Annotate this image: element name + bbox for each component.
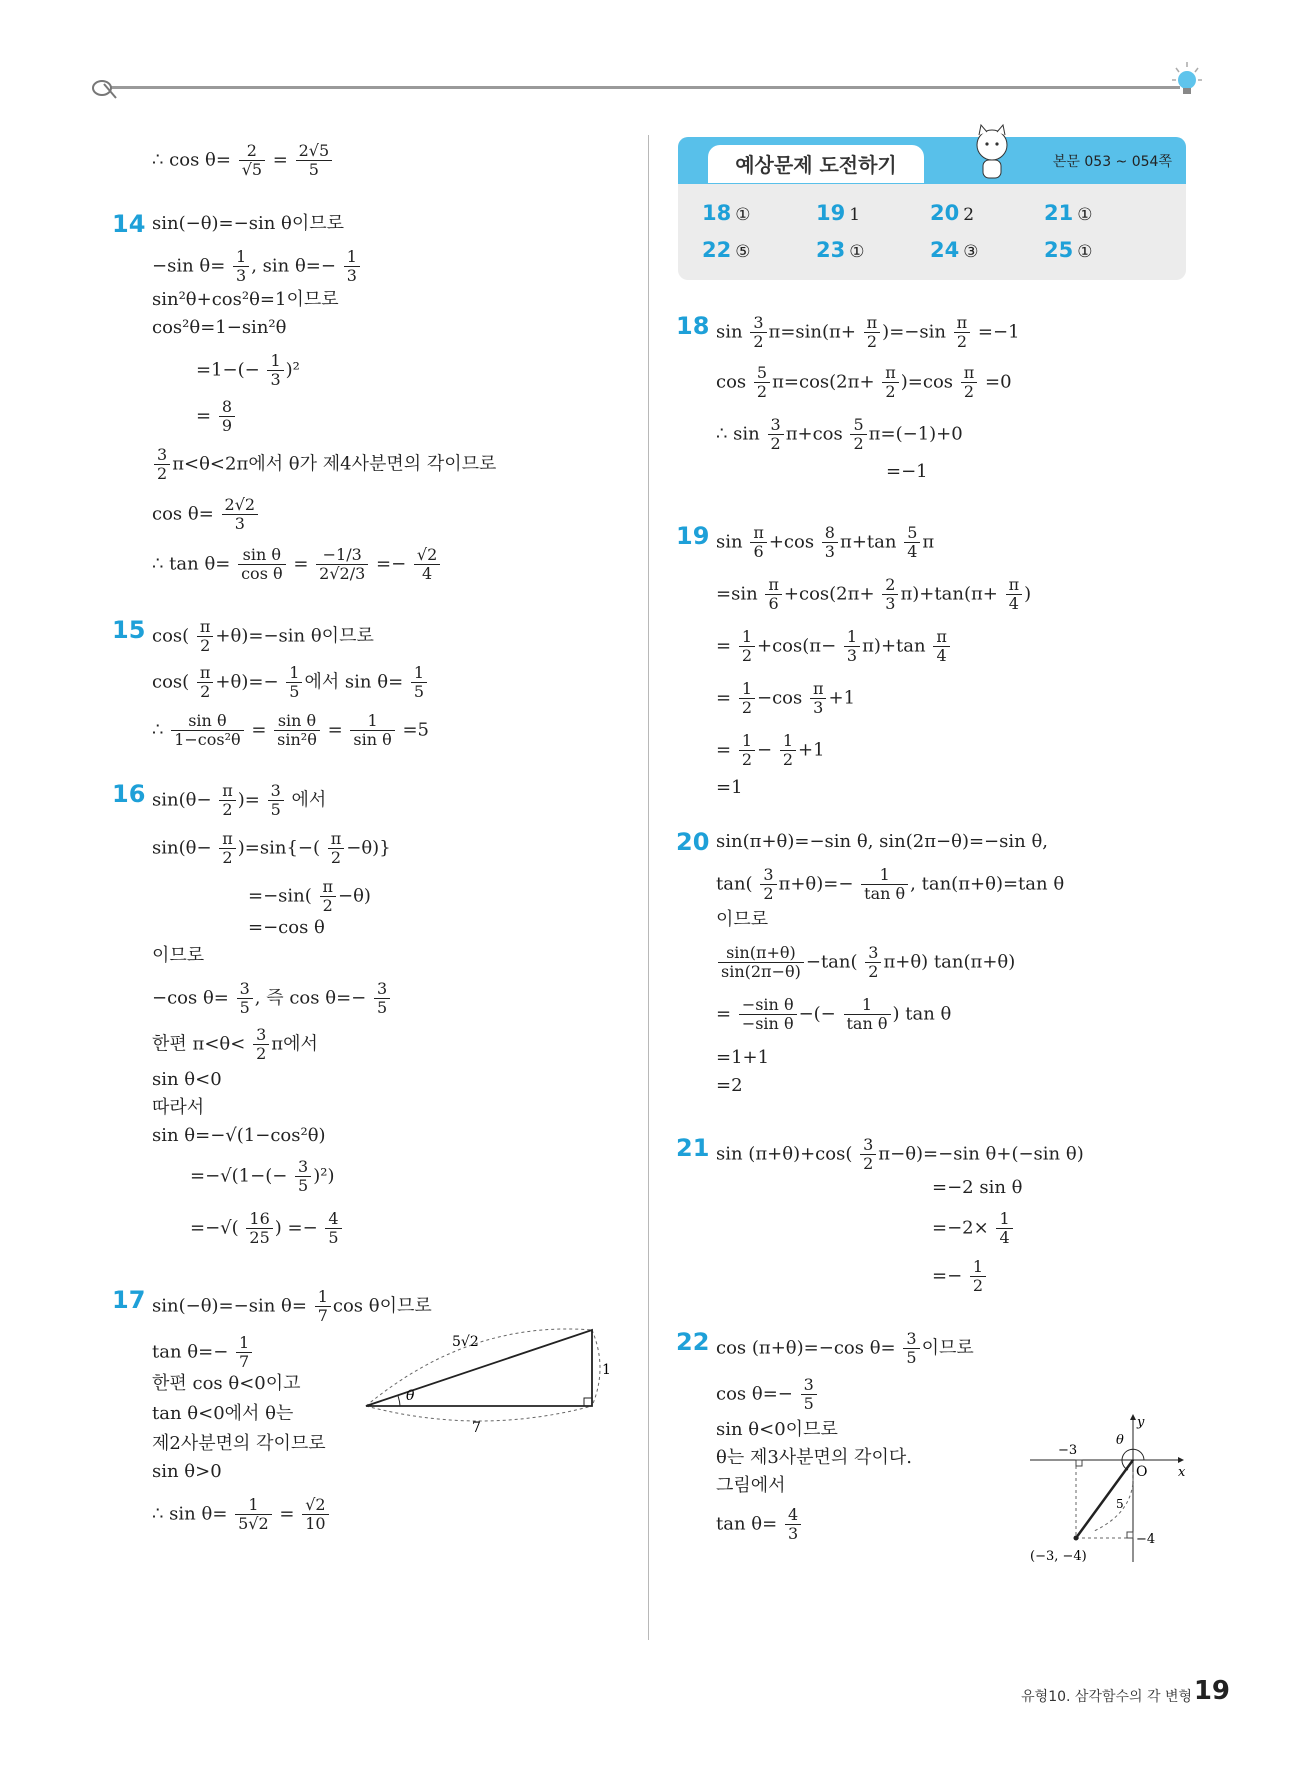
problem-number: 20: [676, 828, 710, 856]
angle-label: θ: [406, 1388, 415, 1404]
p18-line3: ∴ sin $\frac{3}{2}$ π+cos $\frac{5}{2}$ π=(−1)+0: [716, 415, 963, 453]
p14-line4: cos²θ=1−sin²θ: [152, 317, 287, 338]
p16-line5: 이므로: [152, 945, 205, 966]
p22-line5: 그림에서: [716, 1475, 786, 1496]
section-title: 유형10. 삼각함수의 각 변형: [1021, 1689, 1192, 1705]
right-triangle-figure: [360, 1318, 620, 1438]
p15-line3: ∴ $\frac{\text{sin θ}}{\text{1−cos²θ}}$ = $\frac{\text{sin θ}}{\text{sin²θ}}$ = $\frac{1}{\text{sin θ}}$ =5: [152, 711, 429, 749]
point-label: (−3, −4): [1030, 1549, 1087, 1564]
answer-box-title: 예상문제 도전하기: [708, 145, 924, 183]
p20-line6: =1+1: [716, 1047, 770, 1068]
p21-l1: sin (π+θ)+cos: [716, 1143, 846, 1165]
origin-label: O: [1136, 1464, 1148, 1480]
p14-intro: sin(−θ)=−sin θ이므로: [152, 213, 345, 234]
answer-item: 20 2: [930, 201, 975, 225]
x-axis-label: x: [1178, 1465, 1186, 1480]
cat-mascot-icon: [968, 123, 1016, 183]
hyp-label: 5√2: [452, 1334, 479, 1350]
p16-t1: 에서: [291, 789, 327, 811]
p19-line5: = $\frac{1}{2}$ − $\frac{1}{2}$ +1: [716, 731, 825, 769]
p21-line1: sin (π+θ)+cos( $\frac{3}{2}$ π−θ)=−sin θ+(−sin θ): [716, 1135, 1084, 1173]
header-rule: [110, 86, 1180, 89]
p16-t3: , 즉 cos θ=−: [254, 987, 367, 1009]
p21-line3: =−2× $\frac{1}{4}$: [932, 1210, 1015, 1247]
p20-line3: 이므로: [716, 909, 769, 930]
answer-item: 18 ①: [702, 201, 751, 225]
problem-number: 22: [676, 1328, 710, 1356]
p17-c: tan θ<0에서 θ는: [152, 1403, 294, 1424]
coordinate-plane-figure: [1020, 1412, 1190, 1572]
p22-l6: tan θ=: [716, 1513, 778, 1535]
p17-intro2: cos θ이므로: [332, 1295, 432, 1317]
p16-line3: =−sin( $\frac{\pi}{2}$ −θ): [248, 877, 371, 915]
p14-line9: ∴ tan θ= $\frac{\text{sin θ}}{\text{cos θ}}$ = $\frac{-1/3}{2√2/3}$ =− $\frac{√2}{4}$: [152, 546, 442, 583]
answer-item: 19 1: [816, 201, 861, 225]
p22-line2: cos θ=− $\frac{3}{5}$: [716, 1376, 819, 1413]
adj-label: 7: [472, 1420, 481, 1436]
p15-line2: cos( $\frac{\pi}{2}$ +θ)=− $\frac{1}{5}$ 에서 sin θ= $\frac{1}{5}$: [152, 664, 429, 701]
p16-line12: =−√( $\frac{16}{25}$ ) =− $\frac{4}{5}$: [190, 1210, 344, 1247]
p16-t5: π에서: [271, 1033, 318, 1055]
p18-line1: sin $\frac{3}{2}$ π=sin(π+ $\frac{\pi}{2}$ )=−sin $\frac{\pi}{2}$ =−1: [716, 313, 1020, 351]
p16-line2: sin(θ− $\frac{\pi}{2}$ )=sin{−( $\frac{\pi}{2}$ −θ)}: [152, 829, 391, 867]
p14-line2: −sin θ= $\frac{1}{3}$ , sin θ=− $\frac{1}{3}$: [152, 248, 362, 285]
answer-item: 23 ①: [816, 238, 865, 262]
p16-line10: sin θ=−√(1−cos²θ): [152, 1125, 326, 1146]
p21-l3: =−2×: [932, 1217, 989, 1239]
p22-line4: θ는 제3사분면의 각이다.: [716, 1447, 912, 1468]
p17-a: tan θ=− $\frac{1}{7}$: [152, 1334, 254, 1371]
problem-number: 15: [112, 616, 146, 644]
p14-line8: cos θ= $\frac{2√2}{3}$: [152, 496, 260, 533]
p15-intro-text: =−sin θ이므로: [248, 625, 374, 647]
p16-intro: sin(θ− $\frac{\pi}{2}$ )= $\frac{3}{5}$ 에서: [152, 781, 327, 819]
problem-number: 19: [676, 522, 710, 550]
x-tick-label: −3: [1058, 1443, 1078, 1458]
answer-box-reference: 본문 053 ~ 054쪽: [1052, 154, 1172, 170]
p22-line1: cos (π+θ)=−cos θ= $\frac{3}{5}$ 이므로: [716, 1329, 974, 1367]
page-number: 19: [1193, 1676, 1230, 1706]
p20-line2: tan( $\frac{3}{2}$ π+θ)=− $\frac{1}{\text{tan θ}}$ , tan(π+θ)=tan θ: [716, 865, 1065, 903]
y-axis-label: y: [1137, 1415, 1145, 1430]
problem-number: 18: [676, 312, 710, 340]
p17-d: 제2사분면의 각이므로: [152, 1433, 326, 1454]
problem-number: 21: [676, 1134, 710, 1162]
p20-line1: sin(π+θ)=−sin θ, sin(2π−θ)=−sin θ,: [716, 831, 1048, 852]
answer-summary-box: [678, 137, 1186, 280]
answer-item: 22 ⑤: [702, 238, 751, 262]
p21-line4: =− $\frac{1}{2}$: [932, 1258, 988, 1295]
p22-l2: cos θ=−: [716, 1383, 793, 1405]
p14-line7-text: 에서 θ가 제4사분면의 각이므로: [248, 453, 497, 475]
p14-line5: =1−(− $\frac{1}{3}$ )²: [196, 351, 300, 389]
p20-line5: = $\frac{\text{−sin θ}}{\text{−sin θ}}$ −(− $\frac{1}{\text{tan θ}}$ ) tan θ: [716, 995, 952, 1033]
p15-intro: cos( $\frac{\pi}{2}$ +θ)=−sin θ이므로: [152, 617, 374, 655]
p16-line4: =−cos θ: [248, 917, 325, 938]
length-label: 5: [1116, 1497, 1124, 1511]
p20-line7: =2: [716, 1075, 743, 1096]
p19-line6: =1: [716, 777, 743, 798]
p17-e: sin θ>0: [152, 1461, 222, 1482]
clip-icon: [90, 76, 124, 102]
p17-f: ∴ sin θ= $\frac{1}{5√2}$ = $\frac{√2}{10}$: [152, 1496, 331, 1533]
p16-t4: 한편 π<θ<: [152, 1033, 246, 1055]
p18-line4: =−1: [886, 461, 928, 482]
p16-line9: 따라서: [152, 1097, 205, 1118]
opp-label: 1: [602, 1362, 611, 1378]
p18-l3: ∴ sin: [716, 423, 760, 445]
angle-label: θ: [1116, 1433, 1124, 1448]
p16-line8: sin θ<0: [152, 1069, 222, 1090]
p21-line2: =−2 sin θ: [932, 1177, 1023, 1198]
p18-line2: cos $\frac{5}{2}$ π=cos(2π+ $\frac{\pi}{2}$ )=cos $\frac{\pi}{2}$ =0: [716, 363, 1012, 401]
answer-item: 21 ①: [1044, 201, 1093, 225]
problem-number: 16: [112, 780, 146, 808]
y-tick-label: −4: [1136, 1532, 1156, 1547]
p17-b: 한편 cos θ<0이고: [152, 1373, 301, 1394]
p22-l1b: 이므로: [921, 1337, 974, 1359]
p19-line3: = $\frac{1}{2}$ +cos(π− $\frac{1}{3}$ π)+tan $\frac{\pi}{4}$: [716, 628, 952, 665]
problem-number: 17: [112, 1286, 146, 1314]
p16-line6: −cos θ= $\frac{3}{5}$ , 즉 cos θ=− $\frac{3}{5}$: [152, 980, 392, 1017]
answer-item: 24 ③: [930, 238, 979, 262]
p20-line4: $\frac{\sin(\pi+\theta)}{\sin(2\pi-\theta)}$ −tan( $\frac{3}{2}$ π+θ) tan(π+θ): [716, 944, 1015, 981]
p16-line7: 한편 π<θ< $\frac{3}{2}$ π에서: [152, 1025, 318, 1063]
p14-line7: $\frac{3}{2}$ π<θ<2π에서 θ가 제4사분면의 각이므로: [152, 446, 496, 483]
column-divider: [648, 135, 649, 1640]
p19-line4: = $\frac{1}{2}$ −cos $\frac{\pi}{3}$ +1: [716, 679, 856, 717]
answer-item: 25 ①: [1044, 238, 1093, 262]
p16-line11: =−√(1−(− $\frac{3}{5}$ )²): [190, 1157, 335, 1195]
p22-line6: tan θ= $\frac{4}{3}$: [716, 1506, 803, 1543]
p17-a-text: tan θ=−: [152, 1341, 229, 1363]
p14-line6: = $\frac{8}{9}$: [196, 398, 237, 435]
p22-l1: cos (π+θ)=−cos θ=: [716, 1337, 896, 1359]
problem-number: 14: [112, 210, 146, 238]
p17-intro: sin(−θ)=−sin θ= $\frac{1}{7}$ cos θ이므로: [152, 1287, 432, 1325]
p22-line3: sin θ<0이므로: [716, 1419, 838, 1440]
lightbulb-icon: [1170, 58, 1204, 100]
p19-line1: sin $\frac{\pi}{6}$ +cos $\frac{8}{3}$ π+tan $\frac{5}{4}$ π: [716, 523, 935, 561]
p19-line2: =sin $\frac{\pi}{6}$ +cos(2π+ $\frac{2}{3}$ π)+tan(π+ $\frac{\pi}{4}$ ): [716, 575, 1032, 613]
p13-conclusion: ∴ cos θ= $\frac{2}{√5}$ = $\frac{2√5}{5}$: [152, 142, 334, 179]
p17-intro-text: sin(−θ)=−sin θ=: [152, 1295, 307, 1317]
p15-mid: 에서 sin θ=: [304, 671, 404, 693]
p14-line3: sin²θ+cos²θ=1이므로: [152, 289, 339, 310]
